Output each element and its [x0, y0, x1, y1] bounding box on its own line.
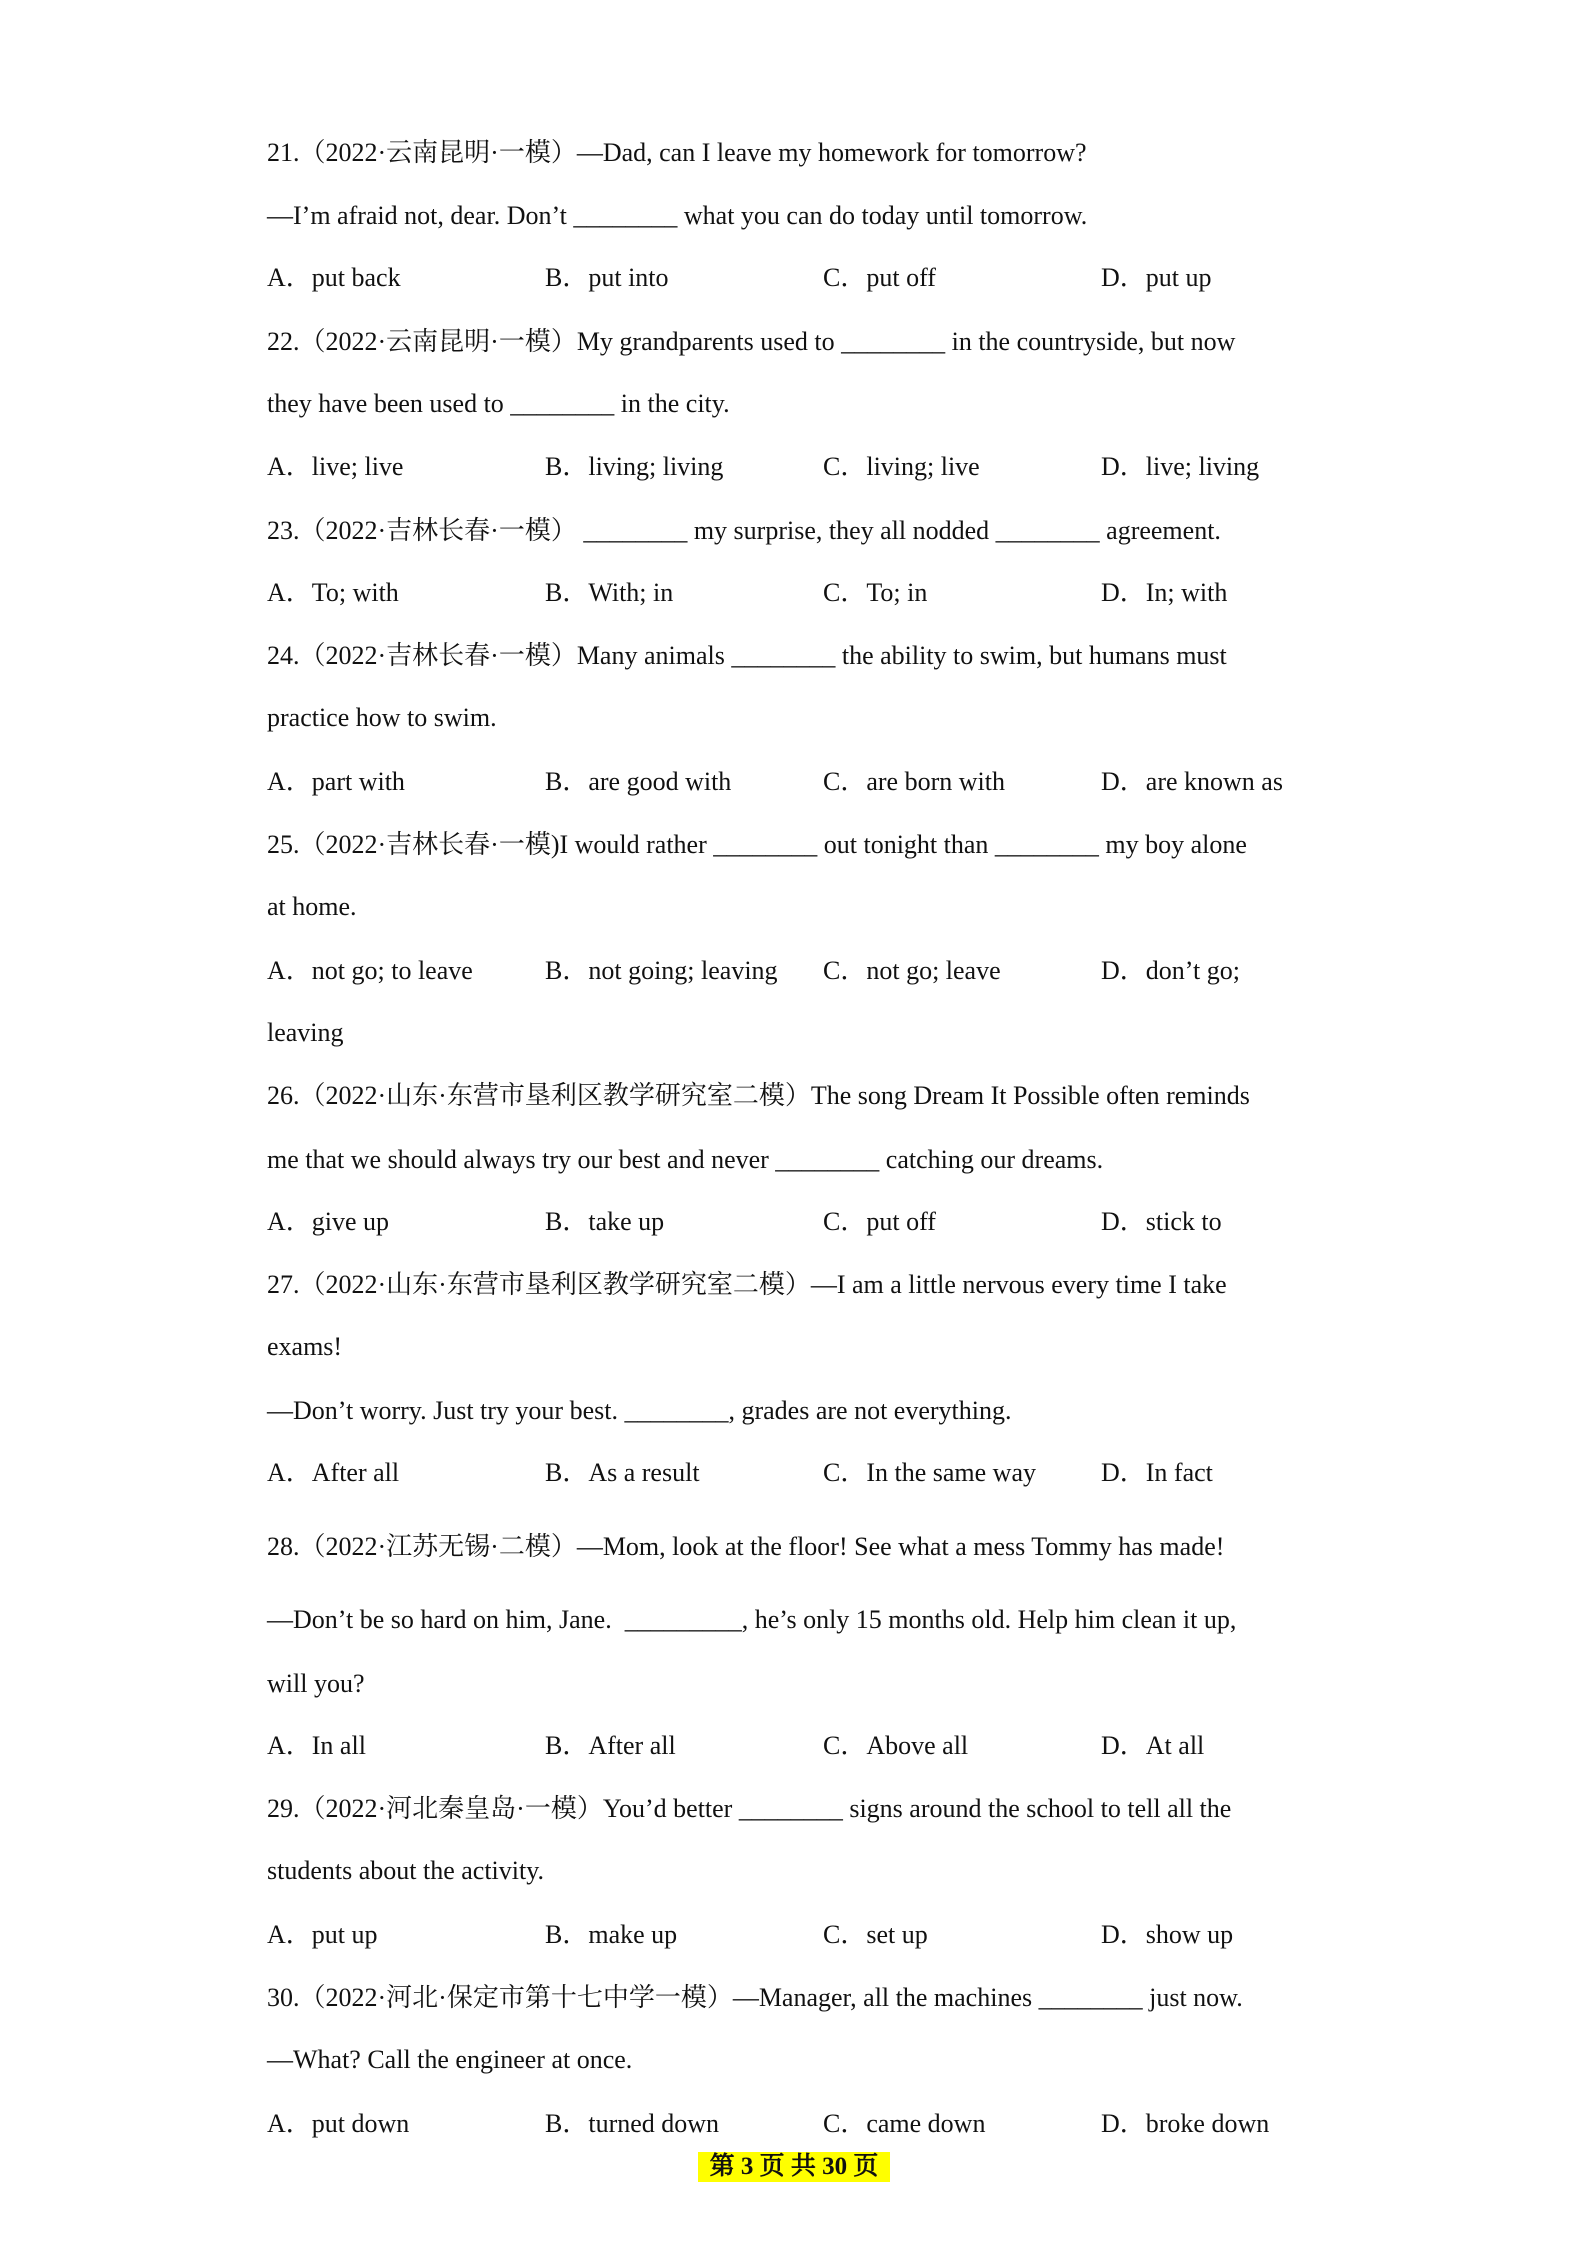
option-d: D．stick to: [1101, 1207, 1222, 1236]
option-c: C．put off: [823, 1207, 936, 1236]
question-24-line-1: 24.（2022·吉林长春·一模）Many animals ________ the ability to swim, but humans must: [267, 641, 1227, 670]
option-b: B．put into: [545, 263, 669, 292]
option-b: B．not going; leaving: [545, 956, 778, 985]
option-b: B．As a result: [545, 1458, 700, 1487]
option-b: B．are good with: [545, 767, 732, 796]
question-25-line-1: 25.（2022·吉林长春·一模)I would rather ________ out tonight than ________ my boy alone: [267, 830, 1247, 859]
option-d: D．don’t go;: [1101, 956, 1240, 985]
option-a: A．put back: [267, 263, 401, 292]
option-b: B．After all: [545, 1731, 676, 1760]
question-26-line-2: me that we should always try our best and never ________ catching our dreams.: [267, 1145, 1104, 1174]
question-21-line-1: 21.（2022·云南昆明·一模）—Dad, can I leave my homework for tomorrow?: [267, 138, 1087, 167]
question-21-line-2: —I’m afraid not, dear. Don’t ________ what you can do today until tomorrow.: [267, 201, 1088, 230]
option-b: B．make up: [545, 1920, 678, 1949]
option-d: D．In fact: [1101, 1458, 1213, 1487]
option-d: D．In; with: [1101, 578, 1228, 607]
option-a: A．In all: [267, 1731, 366, 1760]
option-c: C．put off: [823, 263, 936, 292]
option-c: C．living; live: [823, 452, 980, 481]
option-d: D．At all: [1101, 1731, 1205, 1760]
option-b: B．living; living: [545, 452, 724, 481]
option-a: A．put up: [267, 1920, 378, 1949]
question-23-line-1: 23.（2022·吉林长春·一模） ________ my surprise, they all nodded ________ agreement.: [267, 516, 1221, 545]
question-22-line-2: they have been used to ________ in the city.: [267, 389, 730, 418]
question-25-option-d-continuation: leaving: [267, 1018, 344, 1047]
option-a: A．To; with: [267, 578, 399, 607]
question-29-line-2: students about the activity.: [267, 1856, 545, 1885]
question-28-line-2: —Don’t be so hard on him, Jane. _________, he’s only 15 months old. Help him clean it up,: [267, 1605, 1237, 1634]
question-27-line-1: 27.（2022·山东·东营市垦利区教学研究室二模）—I am a little nervous every time I take: [267, 1270, 1227, 1299]
question-30-line-1: 30.（2022·河北·保定市第十七中学一模）—Manager, all the machines ________ just now.: [267, 1983, 1243, 2012]
question-25-options: [267, 954, 1367, 988]
question-27-line-2: exams!: [267, 1332, 343, 1361]
question-27-line-3: —Don’t worry. Just try your best. ________, grades are not everything.: [267, 1396, 1012, 1425]
option-d: D．live; living: [1101, 452, 1260, 481]
option-d: D．are known as: [1101, 767, 1283, 796]
option-c: C．are born with: [823, 767, 1005, 796]
question-22-line-1: 22.（2022·云南昆明·一模）My grandparents used to ________ in the countryside, but now: [267, 327, 1236, 356]
option-a: A．put down: [267, 2109, 410, 2138]
option-a: A．not go; to leave: [267, 956, 473, 985]
question-21-options: [267, 261, 1367, 295]
option-c: C．Above all: [823, 1731, 969, 1760]
question-28-line-1: 28.（2022·江苏无锡·二模）—Mom, look at the floor! See what a mess Tommy has made!: [267, 1532, 1225, 1561]
option-a: A．part with: [267, 767, 405, 796]
option-a: A．live; live: [267, 452, 404, 481]
option-a: A．give up: [267, 1207, 390, 1236]
option-b: B．With; in: [545, 578, 674, 607]
option-c: C．came down: [823, 2109, 986, 2138]
option-a: A．After all: [267, 1458, 400, 1487]
option-c: C．not go; leave: [823, 956, 1001, 985]
question-26-line-1: 26.（2022·山东·东营市垦利区教学研究室二模）The song Dream It Possible often reminds: [267, 1081, 1250, 1110]
option-c: C．set up: [823, 1920, 928, 1949]
question-30-line-2: —What? Call the engineer at once.: [267, 2045, 633, 2074]
option-c: C．In the same way: [823, 1458, 1037, 1487]
option-b: B．turned down: [545, 2109, 720, 2138]
option-d: D．put up: [1101, 263, 1212, 292]
question-27-options: [267, 1456, 1367, 1490]
page-number-footer: 第 3 页 共 30 页: [698, 2152, 890, 2182]
option-c: C．To; in: [823, 578, 928, 607]
question-22-options: [267, 450, 1367, 484]
question-24-options: [267, 765, 1367, 799]
question-23-options: [267, 576, 1367, 610]
question-25-line-2: at home.: [267, 892, 357, 921]
question-29-line-1: 29.（2022·河北秦皇岛·一模）You’d better ________ signs around the school to tell all the: [267, 1794, 1232, 1823]
question-28-line-3: will you?: [267, 1669, 365, 1698]
option-d: D．broke down: [1101, 2109, 1270, 2138]
question-28-options: [267, 1729, 1367, 1763]
question-30-options: [267, 2107, 1367, 2141]
option-b: B．take up: [545, 1207, 665, 1236]
question-29-options: [267, 1918, 1367, 1952]
option-d: D．show up: [1101, 1920, 1234, 1949]
question-26-options: [267, 1205, 1367, 1239]
question-24-line-2: practice how to swim.: [267, 703, 497, 732]
